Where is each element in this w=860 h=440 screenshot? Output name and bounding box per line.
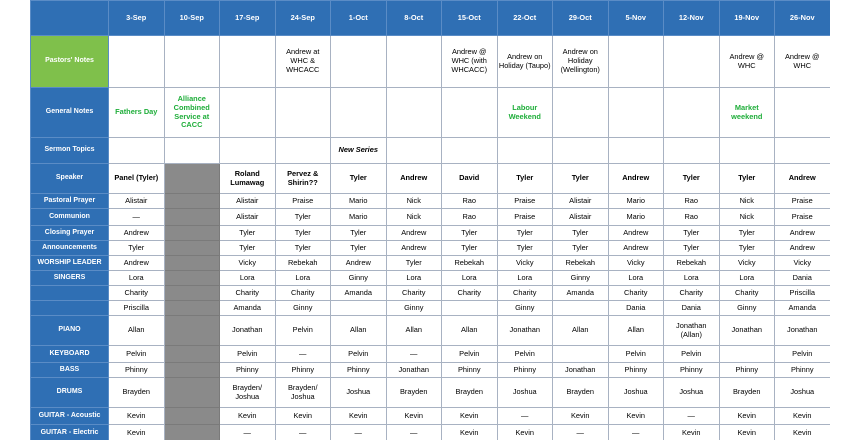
roster-cell: Kevin xyxy=(109,425,165,440)
roster-row xyxy=(31,226,831,241)
roster-cell: Tyler xyxy=(275,209,331,226)
roster-cell: Joshua xyxy=(497,378,553,408)
roster-cell xyxy=(275,88,331,138)
roster-cell: Priscilla xyxy=(109,301,165,316)
roster-cell: — xyxy=(386,346,442,363)
roster-cell: Tyler xyxy=(497,241,553,256)
roster-cell: Praise xyxy=(275,194,331,209)
roster-cell: Phinny xyxy=(331,363,387,378)
roster-cell: Charity xyxy=(719,286,775,301)
roster-cell: Tyler xyxy=(386,256,442,271)
date-header: 19-Nov xyxy=(719,1,775,36)
roster-cell xyxy=(164,316,220,346)
roster-cell xyxy=(164,36,220,88)
roster-cell: Alistair xyxy=(553,209,609,226)
roster-cell: Roland Lumawag xyxy=(220,164,276,194)
roster-cell: Ginny xyxy=(553,271,609,286)
roster-cell: — xyxy=(553,425,609,440)
roster-cell xyxy=(164,378,220,408)
roster-cell: Mario xyxy=(608,209,664,226)
roster-cell: Jonathan xyxy=(775,316,831,346)
roster-cell xyxy=(608,36,664,88)
roster-row xyxy=(31,301,831,316)
roster-cell: Brayden/ Joshua xyxy=(275,378,331,408)
roster-cell: Vicky xyxy=(220,256,276,271)
roster-cell: Vicky xyxy=(719,256,775,271)
roster-cell: Pelvin xyxy=(109,346,165,363)
date-header: 26-Nov xyxy=(775,1,831,36)
roster-cell: Andrew xyxy=(386,164,442,194)
header-corner xyxy=(31,1,109,36)
roster-table xyxy=(30,0,830,440)
row-label-pastoral-prayer: Pastoral Prayer xyxy=(31,194,109,209)
roster-cell: Priscilla xyxy=(775,286,831,301)
roster-cell: — xyxy=(220,425,276,440)
roster-cell: — xyxy=(386,425,442,440)
roster-cell: Jonathan xyxy=(497,316,553,346)
row-label-speaker: Speaker xyxy=(31,164,109,194)
row-label-bass: BASS xyxy=(31,363,109,378)
roster-cell: Alliance Combined Service at CACC xyxy=(164,88,220,138)
roster-cell: Tyler xyxy=(497,226,553,241)
roster-cell: Jonathan xyxy=(719,316,775,346)
roster-cell xyxy=(220,88,276,138)
roster-cell xyxy=(386,88,442,138)
roster-cell: Kevin xyxy=(442,408,498,425)
roster-cell: Charity xyxy=(664,286,720,301)
roster-cell: Alistair xyxy=(109,194,165,209)
roster-cell: Joshua xyxy=(775,378,831,408)
roster-cell: Andrew @ WHC (with WHCACC) xyxy=(442,36,498,88)
roster-cell: Tyler xyxy=(220,241,276,256)
roster-cell: Joshua xyxy=(331,378,387,408)
roster-cell: — xyxy=(275,346,331,363)
roster-cell: Tyler xyxy=(664,226,720,241)
roster-cell: Lora xyxy=(442,271,498,286)
roster-cell: Brayden/ Joshua xyxy=(220,378,276,408)
roster-cell xyxy=(719,346,775,363)
roster-cell: Pervez & Shirin?? xyxy=(275,164,331,194)
roster-cell: Jonathan xyxy=(220,316,276,346)
date-header: 1-Oct xyxy=(331,1,387,36)
date-header: 24-Sep xyxy=(275,1,331,36)
roster-cell: Nick xyxy=(719,209,775,226)
roster-cell: Ginny xyxy=(719,301,775,316)
roster-cell: Tyler xyxy=(331,226,387,241)
roster-cell: Phinny xyxy=(220,363,276,378)
roster-cell: Jonathan (Allan) xyxy=(664,316,720,346)
roster-cell: Kevin xyxy=(775,425,831,440)
roster-cell: Praise xyxy=(497,209,553,226)
roster-cell xyxy=(164,408,220,425)
roster-row xyxy=(31,316,831,346)
roster-cell: Andrew on Holiday (Wellington) xyxy=(553,36,609,88)
roster-cell: Tyler xyxy=(331,241,387,256)
roster-cell: Lora xyxy=(719,271,775,286)
roster-cell xyxy=(775,88,831,138)
roster-cell: Tyler xyxy=(275,241,331,256)
roster-cell: Ginny xyxy=(497,301,553,316)
roster-cell: Allan xyxy=(331,316,387,346)
roster-cell: Tyler xyxy=(719,226,775,241)
date-header: 22-Oct xyxy=(497,1,553,36)
roster-cell xyxy=(719,138,775,164)
roster-cell: Phinny xyxy=(497,363,553,378)
roster-cell: Lora xyxy=(664,271,720,286)
roster-cell: Dania xyxy=(664,301,720,316)
roster-cell: Rao xyxy=(442,209,498,226)
roster-cell: Allan xyxy=(109,316,165,346)
roster-cell: Kevin xyxy=(719,425,775,440)
roster-cell xyxy=(164,138,220,164)
roster-cell xyxy=(164,194,220,209)
roster-cell: Jonathan xyxy=(553,363,609,378)
roster-cell xyxy=(553,88,609,138)
date-header: 5-Nov xyxy=(608,1,664,36)
roster-cell: Andrew at WHC & WHCACC xyxy=(275,36,331,88)
roster-row xyxy=(31,425,831,440)
roster-cell: Mario xyxy=(331,209,387,226)
roster-row xyxy=(31,36,831,88)
roster-cell xyxy=(164,301,220,316)
roster-row xyxy=(31,241,831,256)
roster-cell xyxy=(164,363,220,378)
roster-cell: Pelvin xyxy=(497,346,553,363)
roster-cell: Rao xyxy=(664,194,720,209)
roster-cell: Tyler xyxy=(442,226,498,241)
roster-cell: Phinny xyxy=(275,363,331,378)
roster-cell xyxy=(775,138,831,164)
date-header: 3-Sep xyxy=(109,1,165,36)
roster-cell: Andrew xyxy=(109,256,165,271)
roster-cell: Vicky xyxy=(497,256,553,271)
roster-cell: Praise xyxy=(775,209,831,226)
roster-cell: Brayden xyxy=(719,378,775,408)
roster-cell xyxy=(331,36,387,88)
roster-cell: Kevin xyxy=(331,408,387,425)
roster-cell: Joshua xyxy=(664,378,720,408)
row-label-pastors-notes: Pastors' Notes xyxy=(31,36,109,88)
roster-cell: Charity xyxy=(497,286,553,301)
roster-cell: Tyler xyxy=(719,241,775,256)
row-label-keyboard: KEYBOARD xyxy=(31,346,109,363)
roster-cell: Lora xyxy=(497,271,553,286)
roster-cell xyxy=(608,88,664,138)
roster-cell: Vicky xyxy=(608,256,664,271)
roster-row xyxy=(31,363,831,378)
row-label-guitar-acoustic: GUITAR - Acoustic xyxy=(31,408,109,425)
roster-cell xyxy=(164,226,220,241)
roster-cell: Amanda xyxy=(775,301,831,316)
date-header: 29-Oct xyxy=(553,1,609,36)
roster-cell xyxy=(164,271,220,286)
roster-cell: Phinny xyxy=(109,363,165,378)
roster-cell: Phinny xyxy=(442,363,498,378)
roster-cell xyxy=(664,88,720,138)
row-label-general-notes: General Notes xyxy=(31,88,109,138)
roster-cell: Kevin xyxy=(608,408,664,425)
roster-cell: Pelvin xyxy=(442,346,498,363)
roster-cell: Jonathan xyxy=(386,363,442,378)
roster-cell: Brayden xyxy=(553,378,609,408)
roster-cell: Andrew xyxy=(608,226,664,241)
roster-cell xyxy=(164,209,220,226)
roster-cell: Phinny xyxy=(775,363,831,378)
row-label-continuation xyxy=(31,301,109,316)
roster-cell xyxy=(164,164,220,194)
roster-cell xyxy=(497,138,553,164)
date-header-row xyxy=(31,1,831,36)
roster-cell: Dania xyxy=(608,301,664,316)
roster-cell: Pelvin xyxy=(608,346,664,363)
roster-cell: David xyxy=(442,164,498,194)
row-label-drums: DRUMS xyxy=(31,378,109,408)
roster-cell: Praise xyxy=(775,194,831,209)
row-label-continuation xyxy=(31,286,109,301)
roster-cell: Rebekah xyxy=(664,256,720,271)
roster-cell: Tyler xyxy=(331,164,387,194)
roster-cell: Ginny xyxy=(386,301,442,316)
roster-cell: Allan xyxy=(608,316,664,346)
roster-cell: Pelvin xyxy=(775,346,831,363)
roster-cell: — xyxy=(497,408,553,425)
roster-cell xyxy=(109,36,165,88)
roster-cell: Andrew xyxy=(775,226,831,241)
roster-cell: Andrew xyxy=(608,164,664,194)
roster-cell: Charity xyxy=(608,286,664,301)
date-header: 8-Oct xyxy=(386,1,442,36)
roster-cell: Joshua xyxy=(608,378,664,408)
roster-cell: Tyler xyxy=(664,241,720,256)
roster-cell: Andrew xyxy=(331,256,387,271)
roster-cell xyxy=(442,138,498,164)
roster-cell: New Series xyxy=(331,138,387,164)
roster-cell: Kevin xyxy=(497,425,553,440)
roster-cell: Praise xyxy=(497,194,553,209)
roster-cell xyxy=(553,346,609,363)
roster-cell: Charity xyxy=(220,286,276,301)
roster-cell: Brayden xyxy=(109,378,165,408)
roster-cell: — xyxy=(608,425,664,440)
roster-cell xyxy=(164,241,220,256)
roster-cell: Tyler xyxy=(553,226,609,241)
roster-cell xyxy=(331,301,387,316)
roster-cell: Phinny xyxy=(664,363,720,378)
roster-cell: Mario xyxy=(608,194,664,209)
roster-cell xyxy=(331,88,387,138)
roster-cell: Charity xyxy=(109,286,165,301)
roster-cell: Rao xyxy=(442,194,498,209)
roster-cell xyxy=(109,138,165,164)
roster-cell: Tyler xyxy=(719,164,775,194)
roster-cell xyxy=(220,138,276,164)
roster-cell xyxy=(442,301,498,316)
roster-body xyxy=(31,36,831,440)
roster-cell: Pelvin xyxy=(275,316,331,346)
date-header: 17-Sep xyxy=(220,1,276,36)
roster-cell: — xyxy=(664,408,720,425)
roster-cell: Amanda xyxy=(553,286,609,301)
roster-cell: Tyler xyxy=(442,241,498,256)
roster-row xyxy=(31,286,831,301)
roster-cell xyxy=(386,36,442,88)
roster-cell xyxy=(164,425,220,440)
roster-cell: Ginny xyxy=(331,271,387,286)
roster-cell xyxy=(164,256,220,271)
roster-cell: Andrew xyxy=(775,241,831,256)
roster-cell: Andrew xyxy=(386,241,442,256)
roster-row xyxy=(31,346,831,363)
roster-cell: Amanda xyxy=(331,286,387,301)
roster-cell: Nick xyxy=(719,194,775,209)
roster-row xyxy=(31,88,831,138)
roster-cell: Lora xyxy=(275,271,331,286)
roster-cell: Nick xyxy=(386,194,442,209)
row-label-singers: SINGERS xyxy=(31,271,109,286)
roster-cell: Alistair xyxy=(220,194,276,209)
row-label-closing-prayer: Closing Prayer xyxy=(31,226,109,241)
roster-cell: Tyler xyxy=(664,164,720,194)
roster-cell xyxy=(442,88,498,138)
roster-cell: Alistair xyxy=(553,194,609,209)
roster-cell xyxy=(275,138,331,164)
roster-cell xyxy=(553,301,609,316)
roster-cell: Market weekend xyxy=(719,88,775,138)
roster-cell: Lora xyxy=(109,271,165,286)
roster-cell: Tyler xyxy=(497,164,553,194)
roster-cell xyxy=(553,138,609,164)
roster-cell: — xyxy=(331,425,387,440)
roster-cell: Charity xyxy=(275,286,331,301)
roster-cell: Tyler xyxy=(275,226,331,241)
roster-row xyxy=(31,378,831,408)
roster-cell: Kevin xyxy=(386,408,442,425)
roster-row xyxy=(31,271,831,286)
roster-cell: Kevin xyxy=(220,408,276,425)
roster-cell: — xyxy=(275,425,331,440)
roster-cell xyxy=(220,36,276,88)
roster-cell: Fathers Day xyxy=(109,88,165,138)
roster-cell: Brayden xyxy=(442,378,498,408)
roster-cell xyxy=(164,346,220,363)
roster-cell: Panel (Tyler) xyxy=(109,164,165,194)
roster-cell: Lora xyxy=(608,271,664,286)
roster-cell: Kevin xyxy=(275,408,331,425)
roster-row xyxy=(31,256,831,271)
roster-cell: Andrew xyxy=(386,226,442,241)
roster-cell: Brayden xyxy=(386,378,442,408)
roster-cell: Tyler xyxy=(220,226,276,241)
roster-cell: Allan xyxy=(442,316,498,346)
roster-cell: Charity xyxy=(386,286,442,301)
roster-cell: Pelvin xyxy=(664,346,720,363)
row-label-communion: Communion xyxy=(31,209,109,226)
roster-cell: Kevin xyxy=(719,408,775,425)
row-label-worship-leader: WORSHIP LEADER xyxy=(31,256,109,271)
row-label-announcements: Announcements xyxy=(31,241,109,256)
row-label-sermon-topics: Sermon Topics xyxy=(31,138,109,164)
roster-cell: Ginny xyxy=(275,301,331,316)
row-label-guitar-electric: GUITAR - Electric xyxy=(31,425,109,440)
roster-cell xyxy=(386,138,442,164)
roster-cell: Tyler xyxy=(109,241,165,256)
roster-cell: Dania xyxy=(775,271,831,286)
roster-cell: Tyler xyxy=(553,241,609,256)
roster-cell: Nick xyxy=(386,209,442,226)
roster-cell: Pelvin xyxy=(220,346,276,363)
roster-cell xyxy=(664,138,720,164)
roster-cell: — xyxy=(109,209,165,226)
roster-cell: Vicky xyxy=(775,256,831,271)
roster-cell: Andrew xyxy=(109,226,165,241)
date-header: 12-Nov xyxy=(664,1,720,36)
roster-cell: Rebekah xyxy=(442,256,498,271)
roster-cell: Allan xyxy=(553,316,609,346)
roster-cell: Rao xyxy=(664,209,720,226)
roster-cell: Amanda xyxy=(220,301,276,316)
roster-cell: Pelvin xyxy=(331,346,387,363)
roster-cell: Andrew xyxy=(775,164,831,194)
roster-cell: Andrew on Holiday (Taupo) xyxy=(497,36,553,88)
roster-row xyxy=(31,209,831,226)
roster-cell: Kevin xyxy=(442,425,498,440)
roster-cell: Andrew @ WHC xyxy=(719,36,775,88)
roster-cell: Alistair xyxy=(220,209,276,226)
row-label-piano: PIANO xyxy=(31,316,109,346)
date-header: 15-Oct xyxy=(442,1,498,36)
roster-cell: Allan xyxy=(386,316,442,346)
roster-cell: Andrew @ WHC xyxy=(775,36,831,88)
roster-cell: Rebekah xyxy=(553,256,609,271)
roster-cell: Rebekah xyxy=(275,256,331,271)
roster-cell: Kevin xyxy=(775,408,831,425)
roster-cell: Phinny xyxy=(719,363,775,378)
roster-cell xyxy=(164,286,220,301)
date-header: 10-Sep xyxy=(164,1,220,36)
roster-row xyxy=(31,194,831,209)
roster-cell xyxy=(608,138,664,164)
roster-cell: Phinny xyxy=(608,363,664,378)
roster-cell: Charity xyxy=(442,286,498,301)
roster-cell: Lora xyxy=(220,271,276,286)
roster-cell: Kevin xyxy=(664,425,720,440)
roster-cell: Lora xyxy=(386,271,442,286)
roster-cell: Mario xyxy=(331,194,387,209)
roster-cell: Andrew xyxy=(608,241,664,256)
roster-cell: Kevin xyxy=(109,408,165,425)
roster-row xyxy=(31,408,831,425)
roster-document xyxy=(30,0,830,440)
roster-cell: Kevin xyxy=(553,408,609,425)
roster-row xyxy=(31,138,831,164)
roster-cell: Labour Weekend xyxy=(497,88,553,138)
roster-row xyxy=(31,164,831,194)
roster-cell: Tyler xyxy=(553,164,609,194)
roster-cell xyxy=(664,36,720,88)
